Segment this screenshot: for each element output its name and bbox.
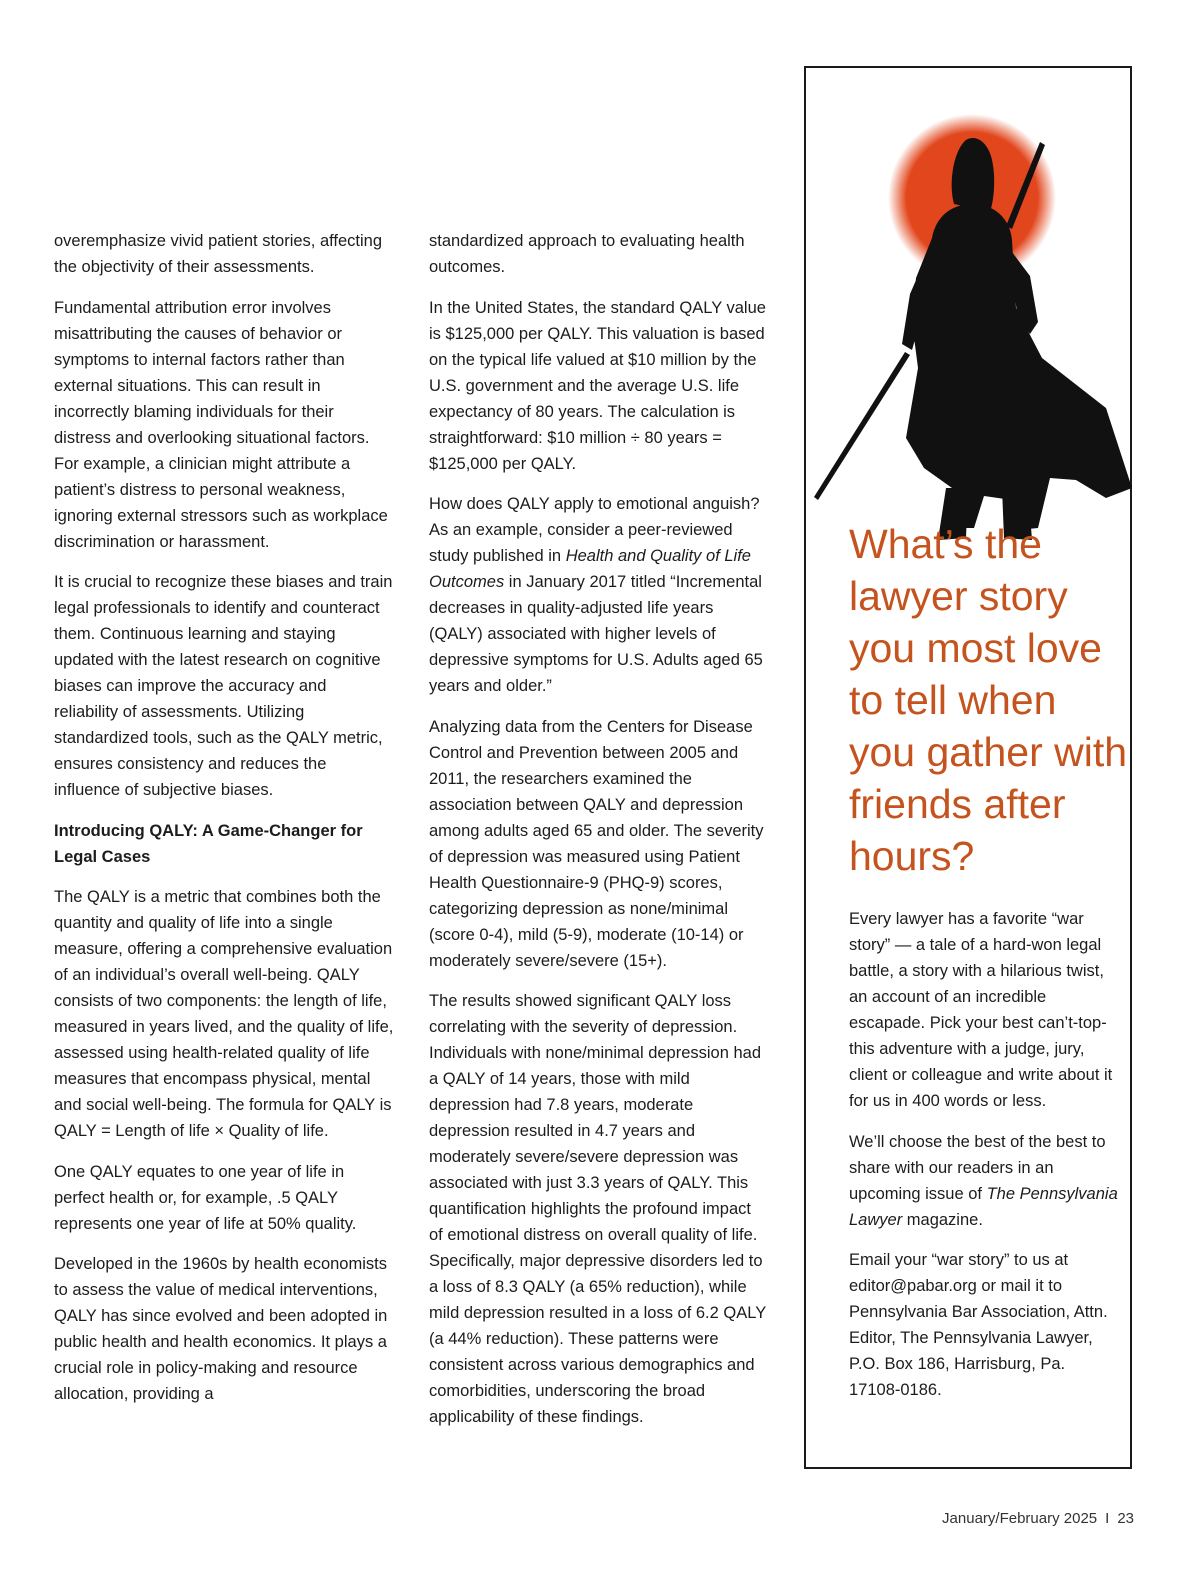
warrior-figure: [814, 138, 1132, 540]
magazine-title: The Pennsylvania Lawyer: [849, 1184, 1118, 1229]
paragraph: The results showed significant QALY loss correlating with the severity of depression. Individuals with none/minimal depression had a QALY of 14 years, those with mild depression had 7.8 years, moderate depression resulted in 4.7 years and moderately severe/severe depression was associated with just 3.3 years of QALY. This quantification highlights the profound impact of emotional distress on overall quality of life. Specifically, major depressive disorders led to a loss of 8.3 QALY (a 65% reduction), while mild depression resulted in a loss of 6.2 QALY (a 44% reduction). These patterns were consistent across various demographics and comorbidities, underscoring the broad applicability of these findings.: [429, 992, 766, 1426]
paragraph: Email your “war story” to us at editor@pabar.org or mail it to Pennsylvania Bar Association, Attn. Editor, The Pennsylvania Lawyer, P.O. Box 186, Harrisburg, Pa. 17108-0186.: [849, 1251, 1108, 1399]
paragraph: Fundamental attribution error involves misattributing the causes of behavior or symptoms to internal factors rather than external situations. This can result in incorrectly blaming individuals for their distress and overlooking situational factors. For example, a clinician might attribute a patient’s distress to personal weakness, ignoring external stressors such as workplace discrimination or harassment.: [54, 298, 388, 551]
sidebar-body: [849, 906, 1119, 1418]
paragraph: Every lawyer has a favorite “war story” — a tale of a hard-won legal battle, a story with a hilarious twist, an account of an incredible escapade. Pick your best can’t-top-this adventure with a judge, jury, client or colleague and write about it for us in 400 words or less.: [849, 910, 1113, 1110]
paragraph: overemphasize vivid patient stories, affecting the objectivity of their assessments.: [54, 232, 383, 276]
paragraph: [429, 491, 767, 699]
article-column-left: [54, 228, 394, 1422]
journal-title: Health and Quality of Life Outcomes: [429, 547, 751, 591]
issue-date: January/February 2025: [942, 1510, 1098, 1527]
text-run: magazine.: [902, 1210, 983, 1229]
paragraph: One QALY equates to one year of life in perfect health or, for example, .5 QALY represents one year of life at 50% quality.: [54, 1162, 357, 1233]
sidebar-headline: What’s the lawyer story you most love to tell when you gather with friends after hours?: [849, 521, 1128, 879]
footer-separator: I: [1105, 1510, 1110, 1527]
page-number: 23: [1117, 1510, 1134, 1527]
paragraph: It is crucial to recognize these biases and train legal professionals to identify and counteract them. Continuous learning and staying updated with the latest research on cognitive biases can improve the accuracy and reliability of assessments. Utilizing standardized tools, such as the QALY metric, ensures consistency and reduces the influence of subjective biases.: [54, 573, 393, 799]
warrior-silhouette-icon: [806, 108, 1134, 568]
text-run: in January 2017 titled “Incremental decreases in quality-adjusted life years (QALY) associated with higher levels of depressive symptoms for U.S. Adults aged 65 years and older.”: [429, 573, 763, 695]
paragraph: Developed in the 1960s by health economists to assess the value of medical interventions, QALY has since evolved and been adopted in public health and health economics. It plays a crucial role in policy-making and resource allocation, providing a: [54, 1255, 388, 1403]
paragraph: In the United States, the standard QALY value is $125,000 per QALY. This valuation is based on the typical life valued at $10 million by the U.S. government and the average U.S. life expectancy of 80 years. The calculation is straightforward: $10 million ÷ 80 years = $125,000 per QALY.: [429, 298, 766, 473]
paragraph: standardized approach to evaluating health outcomes.: [429, 232, 745, 276]
paragraph: [849, 1129, 1119, 1233]
article-column-middle: [429, 228, 767, 1445]
section-heading: Introducing QALY: A Game-Changer for Legal Cases: [54, 821, 363, 866]
paragraph: The QALY is a metric that combines both the quantity and quality of life into a single measure, offering a comprehensive evaluation of an individual’s overall well-being. QALY consists of two components: the length of life, measured in years lived, and the quality of life, assessed using health-related quality of life measures that encompass physical, mental and social well-being. The formula for QALY is QALY = Length of life × Quality of life.: [54, 888, 394, 1140]
text-run: How does QALY apply to emotional anguish? As an example, consider a peer-reviewed study published in: [429, 495, 760, 565]
war-story-sidebar: [804, 66, 1132, 1469]
text-run: We’ll choose the best of the best to share with our readers in an upcoming issue of: [849, 1132, 1106, 1203]
page-footer: [942, 1510, 1134, 1527]
paragraph: Analyzing data from the Centers for Disease Control and Prevention between 2005 and 2011, the researchers examined the association between QALY and depression among adults aged 65 and older. The severity of depression was measured using Patient Health Questionnaire-9 (PHQ-9) scores, categorizing depression as none/minimal (score 0-4), mild (5-9), moderate (10-14) or moderately severe/severe (15+).: [429, 717, 764, 970]
